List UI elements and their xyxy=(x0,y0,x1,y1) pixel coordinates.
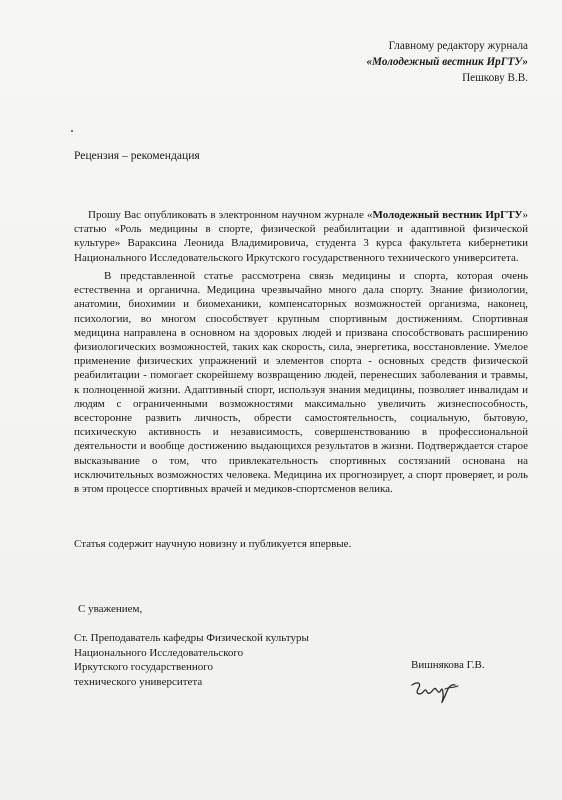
request-text-after: » статью «Роль медицины в спорте, физической реабилитации и адаптивной физической культуре» Варaксина Леонида Владимировича, студента 3 курса факультета кибернетики Национального Исследовательского Иркутского государственного технического университета. xyxy=(74,209,528,264)
conclusion-paragraph: Статья содержит научную новизну и публикуется впервые. xyxy=(74,538,352,550)
signatory-org-line-2: Национального Исследовательского xyxy=(74,646,244,659)
journal-name: Молодежный вестник ИрГТУ xyxy=(372,209,523,221)
addressee-block xyxy=(366,38,528,86)
signatory-org-line-4: технического университета xyxy=(74,675,203,688)
document-title: Рецензия – рекомендация xyxy=(74,149,200,162)
request-text-before: Прошу Вас опубликовать в электронном научном журнале « xyxy=(88,209,373,221)
addressee-line-1: Главному редактору журнала xyxy=(388,40,528,52)
signatory-position: Ст. Преподаватель кафедры Физической культуры xyxy=(74,632,309,644)
addressee-name: Пешкову В.В. xyxy=(462,72,528,84)
review-paragraph: В представленной статье рассмотрена связь медицины и спорта, которая очень естественна и органична. Медицина чрезвычайно много дала спорту. Знание физиологии, анатомии, биохимии и биомеханики, компенсаторных возможностей организма, наконец, психологии, во многом способствует крупным спортивным достижениям. Спортивная медицина направлена в основном на здоровых людей и призвана способствовать расширению физиологических возможностей, таких как скорость, сила, энергетика, восстановление. Умелое применение физических упражнений и элементов спорта - основных средств физической реабилитации - помогает скорейшему возвращению людей, перенесших заболевания и травмы, к полноценной жизни. Адаптивный спорт, используя знания медицины, позволяет инвалидам и людям с ограниченными возможностями максимально увеличить жизнеспособность, всесторонне развить личность, обрести самостоятельность, социальную, бытовую, психическую активность и независимость, совершенствованию в профессиональной деятельности и вообще достижению выдающихся результатов в жизни. Подтверждается старое высказывание о том, что привлекательность спортивных состязаний основана на исключительных возможностях человека. Медицина их прогнозирует, а спорт проверяет, и роль в этом процессе спортивных врачей и медиков-спортсменов велика. xyxy=(74,270,528,496)
signatory-block xyxy=(74,631,309,689)
handwritten-signature xyxy=(408,675,468,705)
margin-mark xyxy=(71,130,73,132)
closing-phrase: С уважением, xyxy=(78,603,143,615)
addressee-journal: «Молодежный вестник ИрГТУ» xyxy=(366,56,528,68)
signatory-org-line-3: Иркутского государственного xyxy=(74,661,213,673)
signer-name: Вишнякова Г.В. xyxy=(411,659,485,671)
request-paragraph xyxy=(74,208,528,265)
